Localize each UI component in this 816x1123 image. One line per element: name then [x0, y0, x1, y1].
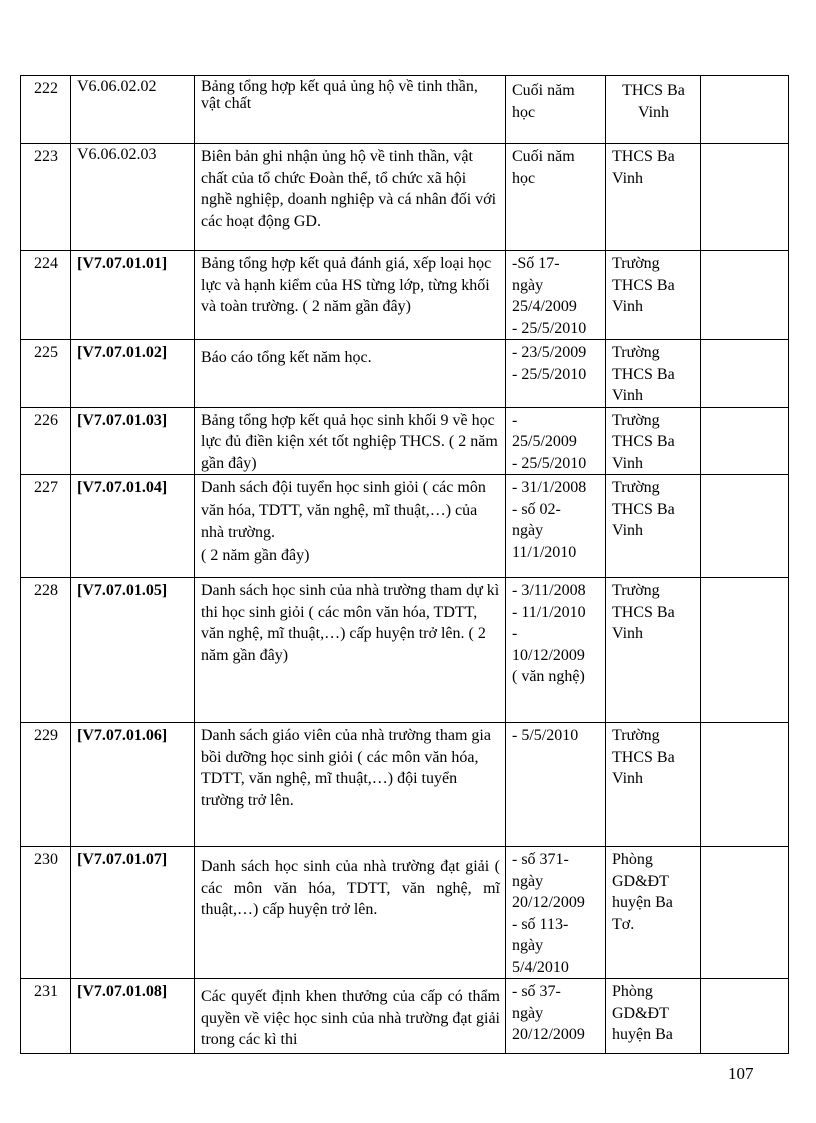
evidence-description: Báo cáo tổng kết năm học.: [195, 340, 506, 408]
evidence-time: - số 371- ngày 20/12/2009 - số 113- ngày 5/4/2010: [506, 847, 606, 979]
evidence-location: THCS Ba Vinh: [606, 76, 701, 144]
evidence-time: Cuối năm học: [506, 144, 606, 251]
evidence-code: [V7.07.01.04]: [71, 475, 195, 578]
evidence-note: [701, 407, 789, 475]
evidence-location: Trường THCS Ba Vinh: [606, 578, 701, 723]
evidence-location: Phòng GD&ĐT huyện Ba: [606, 979, 701, 1054]
table-row: [21, 251, 789, 340]
page-number: 107: [728, 1064, 754, 1083]
row-number: 227: [21, 475, 71, 578]
evidence-code: [V7.07.01.02]: [71, 340, 195, 408]
evidence-code: [V7.07.01.03]: [71, 407, 195, 475]
evidence-code: [V7.07.01.08]: [71, 979, 195, 1054]
evidence-note: [701, 723, 789, 847]
evidence-code: [V7.07.01.07]: [71, 847, 195, 979]
evidence-note: [701, 578, 789, 723]
evidence-description: Bảng tổng hợp kết quả ủng hộ về tinh thần, vật chất: [195, 76, 506, 144]
evidence-description: Danh sách học sinh của nhà trường đạt giải ( các môn văn hóa, TDTT, văn nghệ, mĩ thuật,…) cấp huyện trở lên.: [195, 847, 506, 979]
evidence-note: [701, 340, 789, 408]
table-row: [21, 847, 789, 979]
evidence-description: Bảng tổng hợp kết quả học sinh khối 9 về học lực đủ điền kiện xét tốt nghiệp THCS. ( 2 năm gần đây): [195, 407, 506, 475]
evidence-time: - 5/5/2010: [506, 723, 606, 847]
evidence-location: Trường THCS Ba Vinh: [606, 340, 701, 408]
evidence-location: THCS Ba Vinh: [606, 144, 701, 251]
evidence-time: Cuối năm học: [506, 76, 606, 144]
evidence-note: [701, 475, 789, 578]
table-row: [21, 340, 789, 408]
evidence-code: [V7.07.01.06]: [71, 723, 195, 847]
evidence-time: - 25/5/2009 - 25/5/2010: [506, 407, 606, 475]
table-row: [21, 475, 789, 578]
evidence-time: - 31/1/2008 - số 02- ngày 11/1/2010: [506, 475, 606, 578]
row-number: 223: [21, 144, 71, 251]
table-row: [21, 578, 789, 723]
evidence-description: Danh sách học sinh của nhà trường tham dự kì thi học sinh giỏi ( các môn văn hóa, TDTT, văn nghệ, mĩ thuật,…) cấp huyện trở lên. ( 2 năm gần đây): [195, 578, 506, 723]
evidence-description: Danh sách giáo viên của nhà trường tham gia bồi dưỡng học sinh giỏi ( các môn văn hóa, TDTT, văn nghệ, mĩ thuật,…) đội tuyển trường trở lên.: [195, 723, 506, 847]
evidence-time: - 3/11/2008 - 11/1/2010 - 10/12/2009 ( văn nghệ): [506, 578, 606, 723]
row-number: 231: [21, 979, 71, 1054]
evidence-code: V6.06.02.02: [71, 76, 195, 144]
row-number: 228: [21, 578, 71, 723]
evidence-note: [701, 847, 789, 979]
evidence-code: [V7.07.01.01]: [71, 251, 195, 340]
evidence-description: Bảng tổng hợp kết quả đánh giá, xếp loại học lực và hạnh kiểm của HS từng lớp, từng khối và toàn trường. ( 2 năm gần đây): [195, 251, 506, 340]
evidence-code: [V7.07.01.05]: [71, 578, 195, 723]
evidence-location: Trường THCS Ba Vinh: [606, 407, 701, 475]
evidence-description: Các quyết định khen thưởng của cấp có thẩm quyền về việc học sinh của nhà trường đạt giải trong các kì thi: [195, 979, 506, 1054]
evidence-time: -Số 17- ngày 25/4/2009 - 25/5/2010: [506, 251, 606, 340]
table-row: [21, 407, 789, 475]
evidence-location: Trường THCS Ba Vinh: [606, 251, 701, 340]
evidence-table: [20, 75, 789, 1054]
row-number: 229: [21, 723, 71, 847]
row-number: 222: [21, 76, 71, 144]
row-number: 225: [21, 340, 71, 408]
evidence-note: [701, 251, 789, 340]
evidence-description: Biên bản ghi nhận ủng hộ về tinh thần, vật chất của tổ chức Đoàn thể, tổ chức xã hội nghề nghiệp, doanh nghiệp và cá nhân đối với các hoạt động GD.: [195, 144, 506, 251]
evidence-location: Trường THCS Ba Vinh: [606, 723, 701, 847]
table-row: [21, 979, 789, 1054]
row-number: 224: [21, 251, 71, 340]
evidence-location: Trường THCS Ba Vinh: [606, 475, 701, 578]
table-row: [21, 144, 789, 251]
evidence-code: V6.06.02.03: [71, 144, 195, 251]
evidence-description: Danh sách đội tuyển học sinh giỏi ( các môn văn hóa, TDTT, văn nghệ, mĩ thuật,…) của nhà trường. ( 2 năm gần đây): [195, 475, 506, 578]
evidence-note: [701, 144, 789, 251]
table-row: [21, 76, 789, 144]
evidence-note: [701, 76, 789, 144]
evidence-time: - 23/5/2009 - 25/5/2010: [506, 340, 606, 408]
evidence-note: [701, 979, 789, 1054]
evidence-location: Phòng GD&ĐT huyện Ba Tơ.: [606, 847, 701, 979]
row-number: 230: [21, 847, 71, 979]
row-number: 226: [21, 407, 71, 475]
table-row: [21, 723, 789, 847]
evidence-time: - số 37- ngày 20/12/2009: [506, 979, 606, 1054]
